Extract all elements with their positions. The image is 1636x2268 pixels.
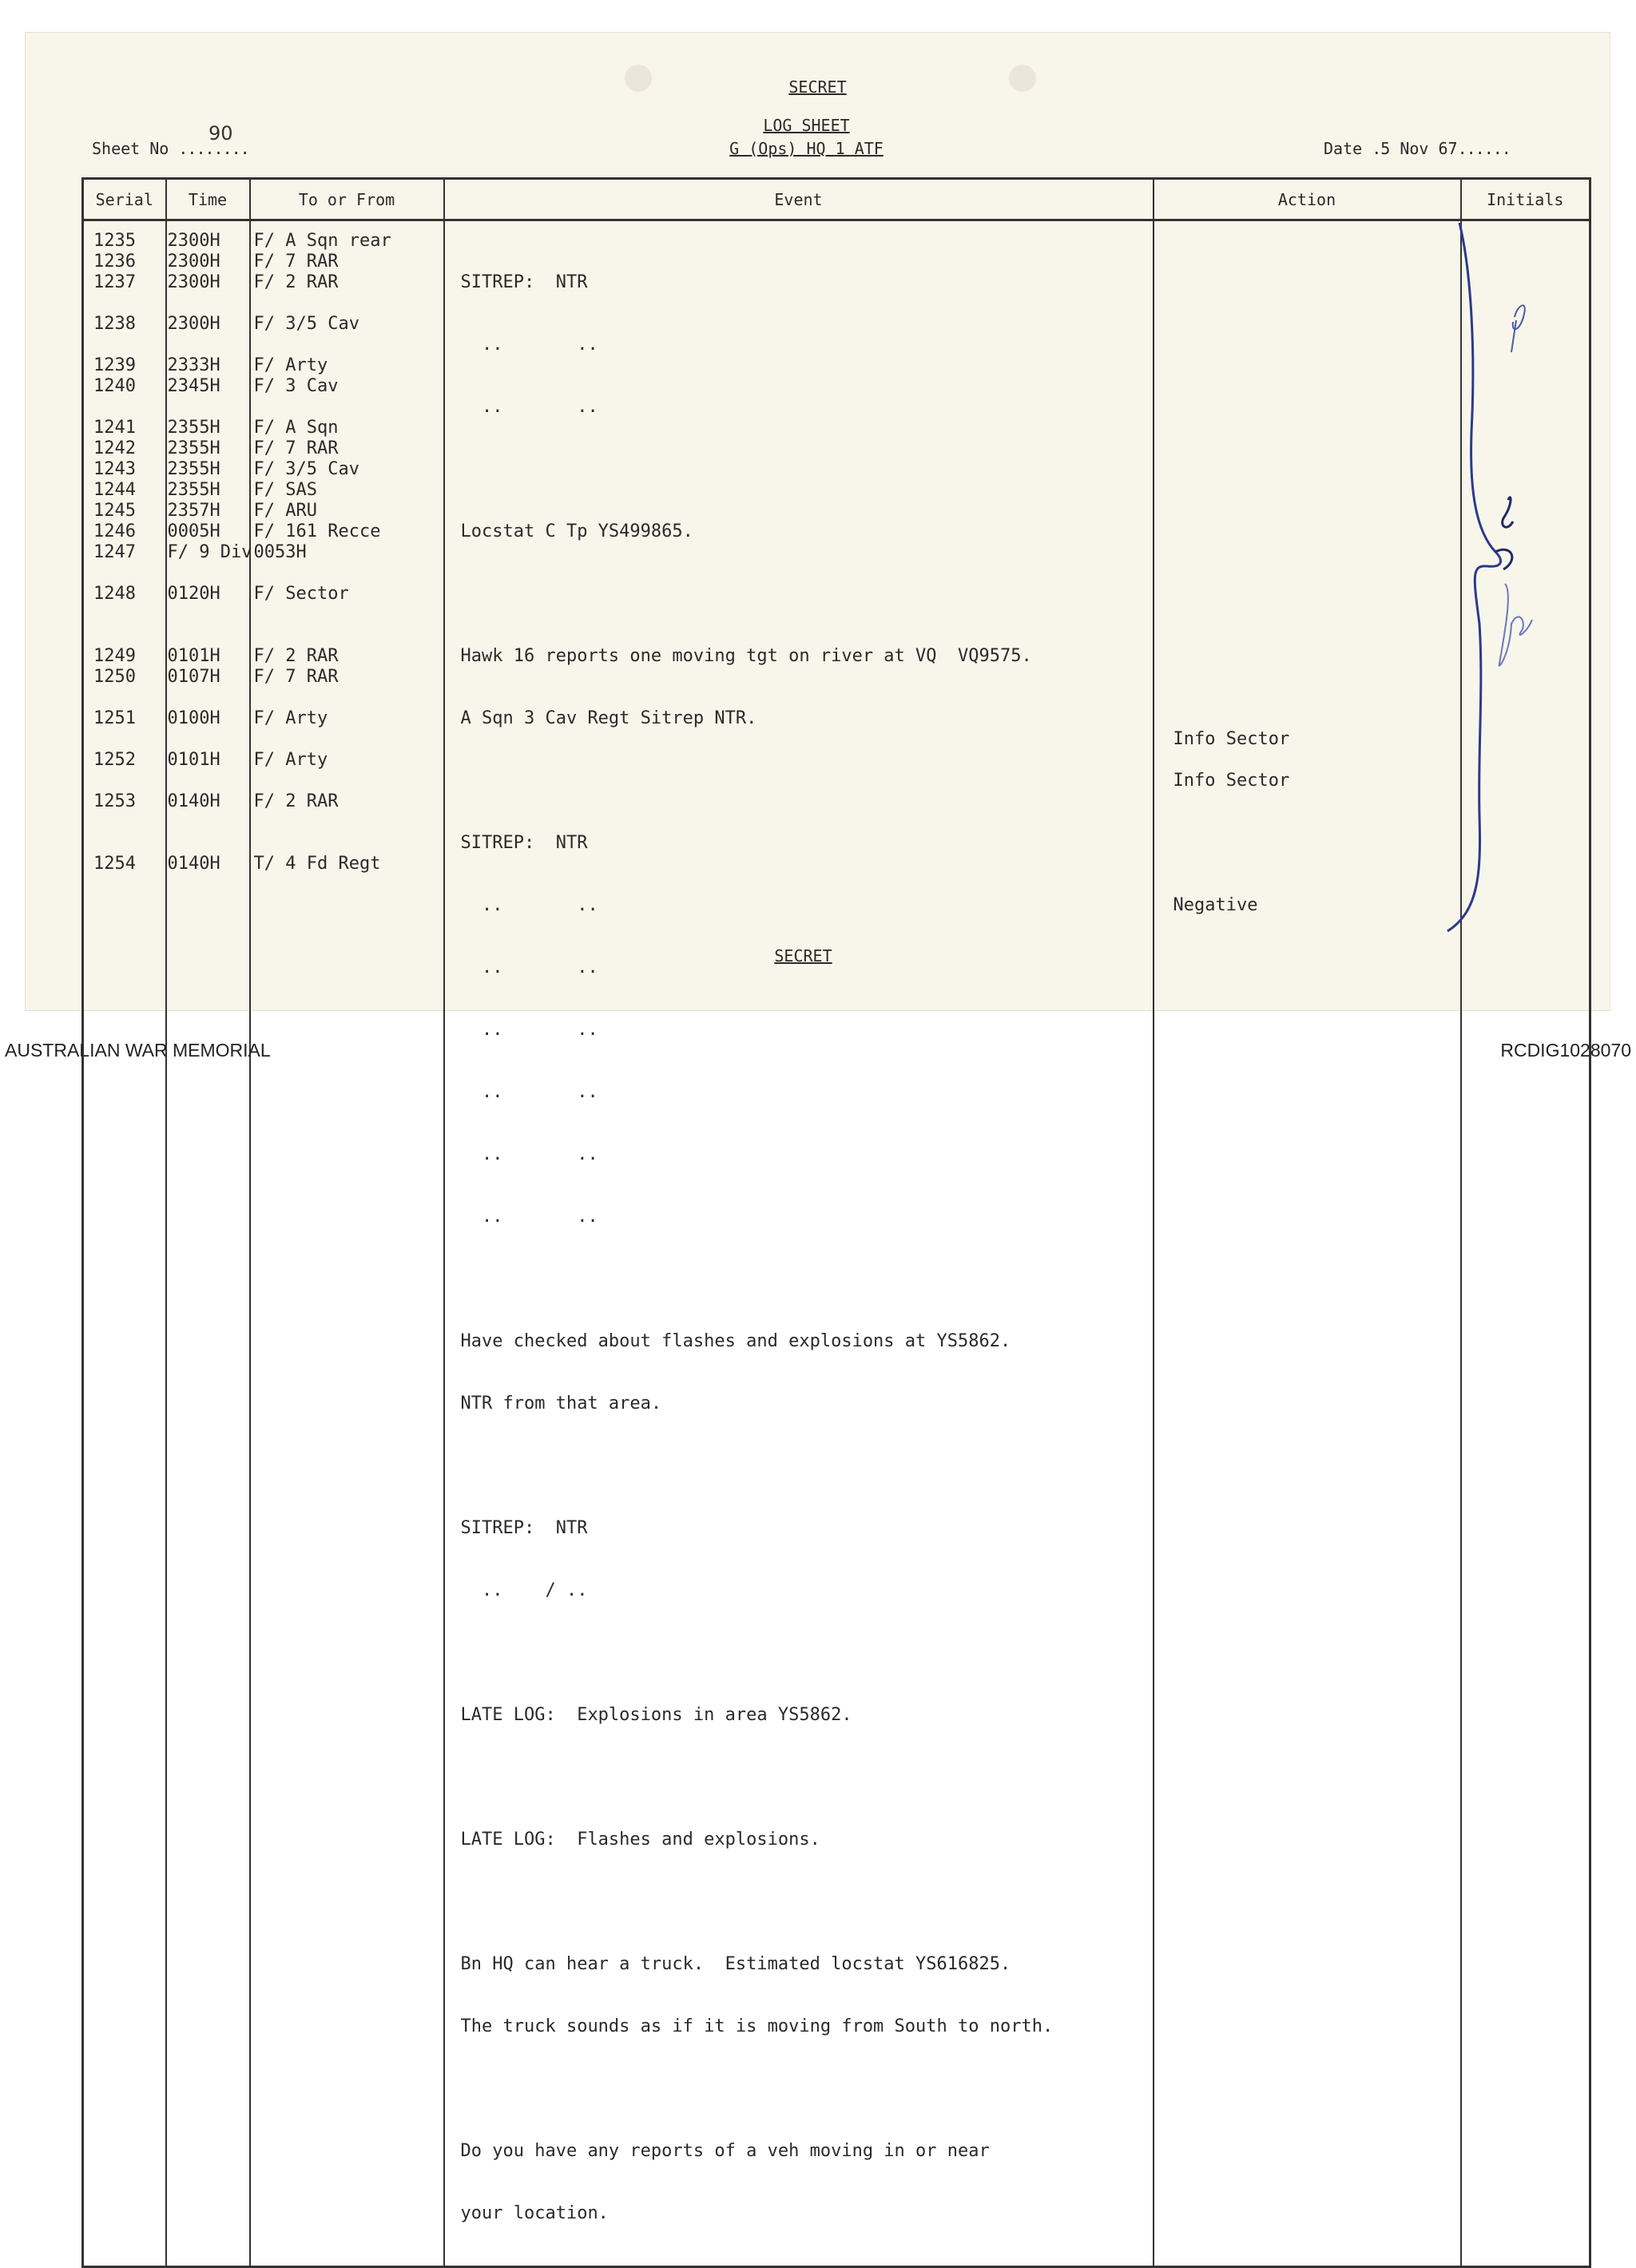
time-entry: 2355H (167, 438, 220, 458)
from-entry: T/ 4 Fd Regt (253, 854, 381, 874)
classification-top: SECRET (788, 77, 847, 97)
column-header-serial: Serial (83, 179, 166, 220)
time-entry: 2345H (167, 376, 220, 396)
action-info-sector: Info Sector (1173, 729, 1290, 749)
ditto-marks: .. .. (460, 958, 598, 977)
time-entry: 2300H (167, 231, 220, 251)
ditto-marks: .. .. (460, 1144, 598, 1164)
sheet-number-label: Sheet No (92, 139, 169, 158)
serial-1250: 1250 (93, 667, 136, 687)
serial-1249: 1249 (93, 646, 136, 666)
event-entry: Locstat C Tp YS499865. (460, 521, 693, 541)
event-entry: SITREP: NTR (460, 272, 588, 292)
classification-bottom: SECRET (774, 946, 832, 965)
column-header-initials: Initials (1461, 179, 1590, 220)
from-entry: F/ 7 RAR (253, 252, 339, 272)
serial-1236: 1236 (93, 252, 136, 272)
event-entry: Hawk 16 reports one moving tgt on river at VQ VQ9575. (460, 646, 1032, 666)
time-entry: 0101H (167, 646, 220, 666)
date-value: 5 Nov 67 (1380, 139, 1458, 158)
time-entry: 0101H (167, 750, 220, 770)
serial-1244: 1244 (93, 480, 136, 500)
time-entry: 0140H (167, 791, 220, 811)
time-entry: 2355H (167, 418, 220, 438)
from-entry: F/ A Sqn rear (253, 231, 391, 251)
time-entry: 0005H (167, 521, 220, 541)
from-entry: F/ Arty (253, 750, 328, 770)
event-entry: LATE LOG: Explosions in area YS5862. (460, 1705, 852, 1725)
document-title: LOG SHEET (763, 116, 850, 135)
sheet-number-value: 90 (208, 122, 233, 145)
event-entry: SITREP: NTR (460, 1518, 588, 1538)
event-entry: LATE LOG: Flashes and explosions. (460, 1830, 820, 1850)
date-label: Date (1324, 139, 1363, 158)
from-entry: F/ Arty (253, 708, 328, 728)
event-entry: Bn HQ can hear a truck. Estimated locstat YS616825. (460, 1954, 1011, 1974)
unit-name: G (Ops) HQ 1 ATF (729, 139, 884, 158)
serial-1241: 1241 (93, 418, 136, 438)
initial-mark (1495, 498, 1513, 569)
ditto-marks: .. .. (460, 397, 598, 417)
serial-1240: 1240 (93, 376, 136, 396)
event-entry: SITREP: NTR (460, 833, 588, 853)
from-entry: F/ 3 Cav (253, 376, 339, 396)
event-entry: Have checked about flashes and explosions at YS5862. (460, 1331, 1011, 1351)
serial-1243: 1243 (93, 459, 136, 479)
time-entry: 2300H (167, 252, 220, 272)
from-entry: F/ SAS (253, 480, 317, 500)
event-entry: A Sqn 3 Cav Regt Sitrep NTR. (460, 708, 757, 728)
sheet-number-field: Sheet No ........ (92, 139, 249, 158)
pen-bracket-line (1447, 223, 1501, 931)
from-entry: F/ 7 RAR (253, 667, 339, 687)
action-info-sector: Info Sector (1173, 771, 1290, 791)
event-entry-continued: NTR from that area. (460, 1394, 662, 1414)
from-entry: F/ Arty (253, 355, 328, 375)
from-entry: F/ 2 RAR (253, 646, 339, 666)
time-entry: 2357H (167, 501, 220, 521)
action-negative: Negative (1173, 895, 1258, 915)
serial-1238: 1238 (93, 314, 136, 334)
from-entry: 0053H (253, 542, 307, 562)
serial-1254: 1254 (93, 854, 136, 874)
ditto-marks: .. .. (460, 335, 598, 355)
time-entry: 0100H (167, 708, 220, 728)
from-entry: F/ Sector (253, 584, 349, 604)
ditto-marks: .. .. (460, 1082, 598, 1102)
initial-mark (1511, 305, 1525, 352)
column-header-event: Event (444, 179, 1154, 220)
column-header-action: Action (1154, 179, 1461, 220)
time-entry: 2300H (167, 272, 220, 292)
handwritten-initials (26, 33, 1611, 1012)
from-entry: F/ 3/5 Cav (253, 459, 359, 479)
event-entry-continued: your location. (460, 2203, 609, 2223)
serial-1245: 1245 (93, 501, 136, 521)
column-header-to-from: To or From (250, 179, 444, 220)
from-entry: F/ ARU (253, 501, 317, 521)
time-entry: 2333H (167, 355, 220, 375)
event-entry: Do you have any reports of a veh moving in or near (460, 2141, 990, 2161)
time-entry: 0140H (167, 854, 220, 874)
serial-1246: 1246 (93, 521, 136, 541)
time-entry: 2355H (167, 459, 220, 479)
from-entry: F/ 2 RAR (253, 272, 339, 292)
from-entry: F/ A Sqn (253, 418, 339, 438)
column-header-time: Time (166, 179, 250, 220)
time-entry: F/ 9 Div (167, 542, 252, 562)
serial-1253: 1253 (93, 791, 136, 811)
serial-1237: 1237 (93, 272, 136, 292)
serial-1242: 1242 (93, 438, 136, 458)
serial-1239: 1239 (93, 355, 136, 375)
from-entry: F/ 3/5 Cav (253, 314, 359, 334)
serial-1247: 1247 (93, 542, 136, 562)
ditto-marks: .. / .. (460, 1580, 588, 1600)
archive-credit: AUSTRALIAN WAR MEMORIAL (5, 1040, 271, 1061)
serial-1252: 1252 (93, 750, 136, 770)
serial-1248: 1248 (93, 584, 136, 604)
from-entry: F/ 7 RAR (253, 438, 339, 458)
initial-mark (1499, 584, 1532, 666)
time-entry: 0120H (167, 584, 220, 604)
date-field: Date .5 Nov 67...... (1324, 139, 1511, 158)
ditto-marks: .. .. (460, 1207, 598, 1227)
from-entry: F/ 2 RAR (253, 791, 339, 811)
archive-reference: RCDIG1028070 (1500, 1040, 1631, 1061)
time-entry: 2355H (167, 480, 220, 500)
ditto-marks: .. .. (460, 895, 598, 915)
event-entry-continued: The truck sounds as if it is moving from South to north. (460, 2016, 1054, 2036)
time-entry: 2300H (167, 314, 220, 334)
from-entry: F/ 161 Recce (253, 521, 381, 541)
serial-1235: 1235 (93, 231, 136, 251)
ditto-marks: .. .. (460, 1020, 598, 1040)
serial-1251: 1251 (93, 708, 136, 728)
time-entry: 0107H (167, 667, 220, 687)
